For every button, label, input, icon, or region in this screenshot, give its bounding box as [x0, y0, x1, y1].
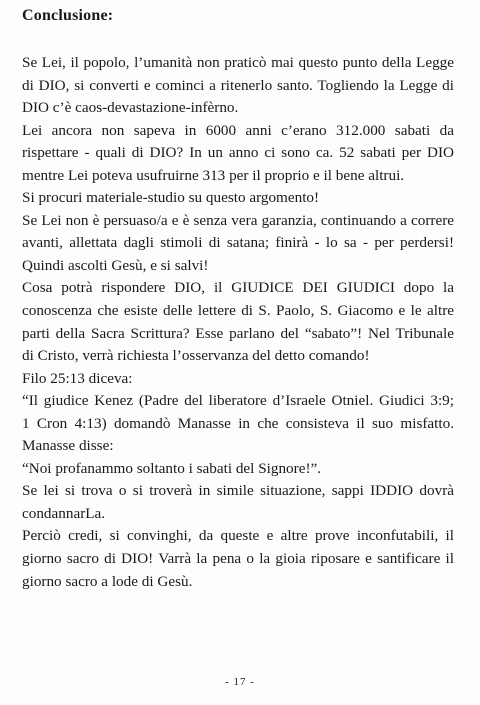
text-line: Se Lei, il popolo, l’umanità non praticò mai questo punto della Legge	[22, 54, 454, 71]
text-line: parti della Sacra Scrittura? Esse parlano del “sabato”! Nel Tribunale	[22, 324, 454, 342]
text-line: giorno sacro a lode di Gesù.	[22, 572, 193, 590]
body-text	[22, 52, 454, 593]
text-line: Perciò credi, si convinghi, da queste e altre prove inconfutabili, il	[22, 527, 454, 545]
text-line: Si procuri materiale-studio su questo argomento!	[22, 189, 320, 207]
text-line: “Noi profanammo soltanto i sabati del Signore!”.	[22, 459, 322, 477]
text-line: avanti, allettata dagli stimoli di satana; finirà - lo sa - per perdersi!	[22, 234, 454, 252]
text-line: mentre Lei poteva usufruirne 313 per il proprio e il bene altrui.	[22, 166, 405, 184]
text-line: 1 Cron 4:13) domandò Manasse in che consisteva il suo misfatto.	[22, 414, 454, 432]
text-line: “Il giudice Kenez (Padre del liberatore d’Israele Otniel. Giudici 3:9;	[22, 392, 454, 410]
text-line: Manasse disse:	[22, 437, 114, 455]
text-line: condannarLa.	[22, 504, 106, 522]
text-line: Filo 25:13 diceva:	[22, 369, 133, 387]
text-line: di Cristo, verrà richiesta l’osservanza del detto comando!	[22, 347, 370, 365]
section-heading: Conclusione:	[22, 7, 114, 24]
text-line: Lei ancora non sapeva in 6000 anni c’erano 312.000 sabati da	[22, 121, 454, 139]
text-line: Quindi ascolti Gesù, e si salvi!	[22, 256, 209, 274]
page-number: - 17 -	[225, 676, 255, 688]
text-line: rispettare - quali di DIO? In un anno ci sono ca. 52 sabati per DIO	[22, 144, 454, 162]
text-line: Cosa potrà rispondere DIO, il GIUDICE DEI GIUDICI dopo la	[22, 279, 454, 297]
text-line: DIO c’è caos-devastazione-infèrno.	[22, 99, 239, 117]
text-line: di DIO, si converti e cominci a ritenerlo santo. Togliendo la Legge di	[22, 76, 454, 94]
text-line: giorno sacro di DIO! Varrà la pena o la gioia riposare e santificare il	[22, 550, 454, 568]
text-line: conoscenza che esiste delle lettere di S. Paolo, S. Giacomo e le altre	[22, 302, 454, 320]
text-line: Se Lei non è persuaso/a e è senza vera garanzia, continuando a correre	[22, 211, 454, 229]
text-line: Se lei si trova o si troverà in simile situazione, sappi IDDIO dovrà	[22, 482, 454, 500]
